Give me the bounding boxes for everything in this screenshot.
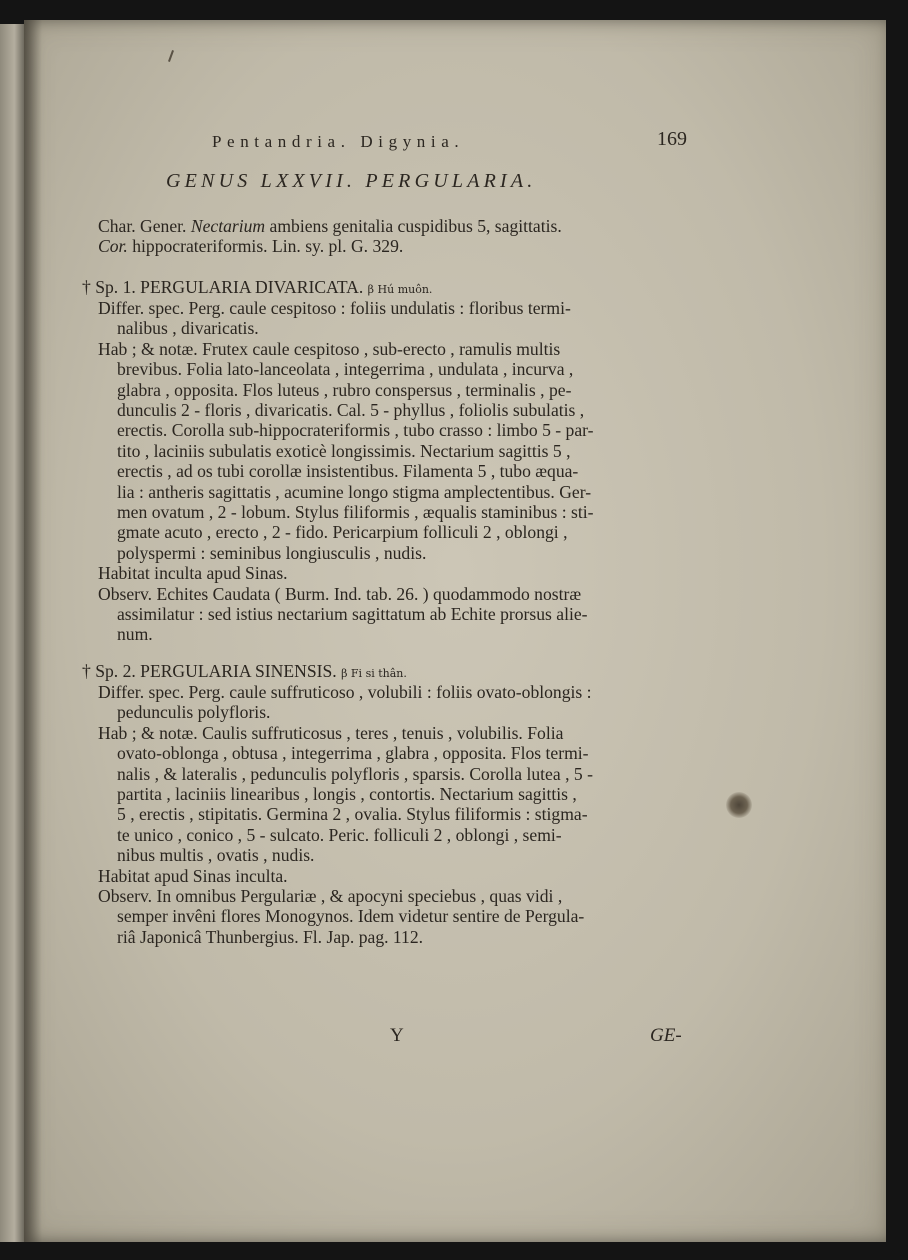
page-number: 169	[657, 128, 687, 150]
species2-line: partita , laciniis linearibus , longis , contortis. Nectarium sagittis ,	[117, 784, 577, 804]
species2-line: ovato-oblonga , obtusa , integerrima , glabra , opposita. Flos termi-	[117, 743, 589, 764]
species1-line: brevibus. Folia lato-lanceolata , integerrima , undulata , incurva ,	[117, 359, 574, 380]
species-2-name: † Sp. 2. PERGULARIA SINENSIS.	[82, 661, 337, 681]
species-2-vernacular: β Fi si thân.	[341, 667, 407, 680]
species2-line: Habitat apud Sinas inculta.	[98, 865, 288, 886]
species1-line: glabra , opposita. Flos luteus , rubro conspersus , terminalis , pe-	[117, 379, 572, 400]
species1-line: tito , laciniis subulatis exoticè longissimis. Nectarium sagittis 5 ,	[117, 440, 571, 461]
species1-line: Differ. spec. Perg. caule cespitoso : foliis undulatis : floribus termi-	[98, 298, 571, 318]
species1-line: dunculis 2 - floris , divaricatis. Cal. 5 - phyllus , foliolis subulatis ,	[117, 400, 585, 420]
species2-line: semper invêni flores Monogynos. Idem videtur sentire de Pergula-	[117, 906, 585, 927]
species1-line: assimilatur : sed istius nectarium sagittatum ab Echite prorsus alie-	[117, 604, 588, 624]
species1-line: erectis. Corolla sub-hippocrateriformis , tubo crasso : limbo 5 - par-	[117, 420, 594, 441]
species1-line: men ovatum , 2 - lobum. Stylus filiformis , æqualis staminibus : sti-	[117, 502, 594, 522]
species1-line: lia : antheris sagittatis , acumine longo stigma amplectentibus. Ger-	[117, 481, 592, 502]
page-gutter-shadow	[24, 20, 42, 1242]
catchword: GE-	[650, 1025, 682, 1046]
running-head: Pentandria. Digynia.	[212, 132, 465, 151]
signature-mark: Y	[390, 1025, 404, 1046]
species2-line: Differ. spec. Perg. caule suffruticoso , volubili : foliis ovato-oblongis :	[98, 682, 592, 702]
species2-line: te unico , conico , 5 - sulcato. Peric. folliculi 2 , oblongi , semi-	[117, 824, 562, 845]
species-1-heading	[82, 277, 432, 300]
char-gener-line-1	[98, 216, 562, 236]
previous-page-edge	[0, 24, 24, 1242]
stray-mark	[168, 50, 174, 62]
species2-line: Hab ; & notæ. Caulis suffruticosus , teres , tenuis , volubilis. Folia	[98, 722, 564, 743]
species2-line: nibus multis , ovatis , nudis.	[117, 845, 315, 866]
species1-line: gmate acuto , erecto , 2 - fido. Pericarpium folliculi 2 , oblongi ,	[117, 522, 568, 543]
species-2-heading	[82, 661, 407, 684]
genus-title: GENUS LXXVII. PERGULARIA.	[166, 170, 537, 192]
book-page	[24, 20, 886, 1242]
species1-line: Observ. Echites Caudata ( Burm. Ind. tab. 26. ) quodammodo nostræ	[98, 583, 582, 604]
species1-line: nalibus , divaricatis.	[117, 318, 259, 339]
char-gener-line2-text: hippocrateriformis. Lin. sy. pl. G. 329.	[132, 236, 404, 256]
species2-line: nalis , & lateralis , pedunculis polyfloris , sparsis. Corolla lutea , 5 -	[117, 763, 593, 784]
species2-line: Observ. In omnibus Pergulariæ , & apocyni speciebus , quas vidi ,	[98, 886, 563, 906]
char-gener-line-2	[98, 236, 403, 256]
species1-line: num.	[117, 624, 153, 645]
species-1-vernacular: β Hú muôn.	[367, 283, 433, 296]
species-1-name: † Sp. 1. PERGULARIA DIVARICATA.	[82, 277, 364, 297]
char-gener-cor: Cor.	[98, 236, 128, 256]
species2-line: pedunculis polyfloris.	[117, 702, 271, 723]
char-gener-nectarium: Nectarium	[190, 216, 266, 236]
species1-line: Hab ; & notæ. Frutex caule cespitoso , sub-erecto , ramulis multis	[98, 338, 561, 359]
species1-line: polyspermi : seminibus longiusculis , nudis.	[117, 542, 427, 563]
species2-line: 5 , erectis , stipitatis. Germina 2 , ovalia. Stylus filiformis : stigma-	[117, 804, 588, 825]
species1-line: Habitat inculta apud Sinas.	[98, 563, 288, 584]
species2-line: riâ Japonicâ Thunbergius. Fl. Jap. pag. 112.	[117, 926, 424, 947]
char-gener-label: Char. Gener.	[98, 216, 187, 236]
char-gener-line1-text: ambiens genitalia cuspidibus 5, sagittatis.	[269, 216, 562, 236]
species1-line: erectis , ad os tubi corollæ insistentibus. Filamenta 5 , tubo æqua-	[117, 461, 579, 482]
ink-stain	[726, 792, 752, 818]
